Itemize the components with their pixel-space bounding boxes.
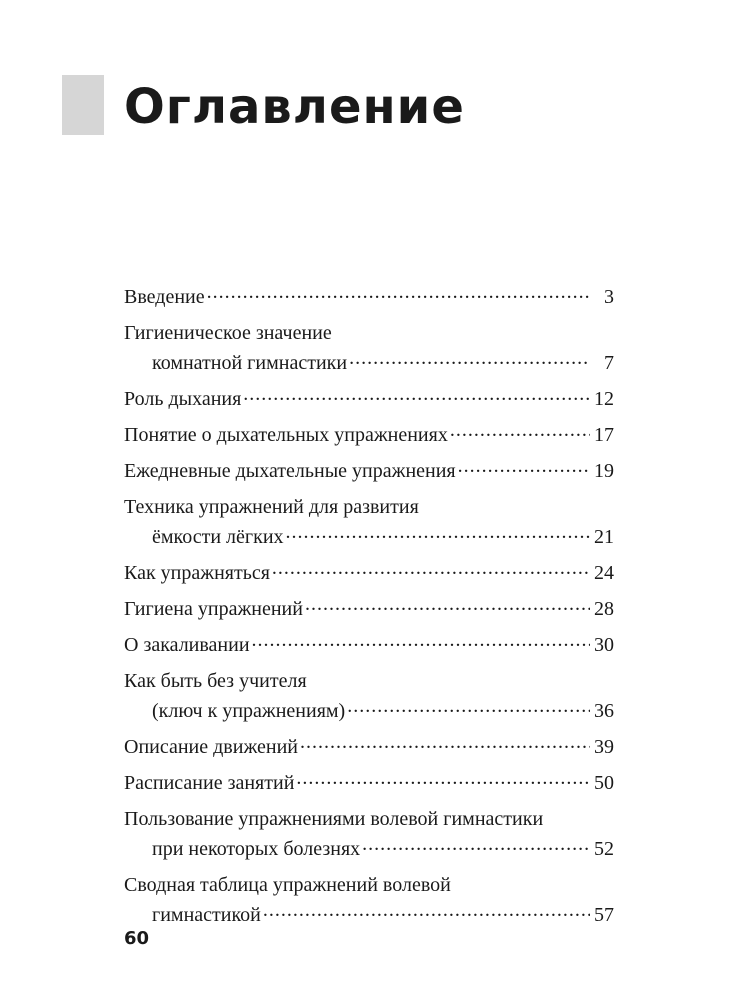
toc-entry bbox=[124, 282, 614, 312]
toc-entry bbox=[124, 594, 614, 624]
toc-entry-title: Понятие о дыхательных упражнениях bbox=[124, 424, 448, 446]
toc-entry-row bbox=[124, 456, 614, 486]
dot-leader bbox=[450, 421, 590, 441]
dot-leader bbox=[243, 385, 590, 405]
toc-entry-page: 28 bbox=[594, 598, 614, 620]
toc-entry-row bbox=[124, 348, 614, 378]
toc-entry-page: 3 bbox=[604, 286, 614, 308]
dot-leader bbox=[263, 901, 590, 921]
toc-entry bbox=[124, 804, 614, 864]
toc-entry-row bbox=[124, 282, 614, 312]
dot-leader bbox=[252, 631, 590, 651]
toc-entry-page: 50 bbox=[594, 772, 614, 794]
dot-leader bbox=[296, 769, 590, 789]
toc-entry-page: 19 bbox=[594, 460, 614, 482]
toc-entry-page: 21 bbox=[594, 526, 614, 548]
toc-entry-title: (ключ к упражнениям) bbox=[152, 700, 346, 722]
toc-entry-title: Описание движений bbox=[124, 736, 298, 758]
toc-entry bbox=[124, 732, 614, 762]
dot-leader bbox=[272, 559, 590, 579]
toc-entry-row bbox=[124, 768, 614, 798]
toc-entry-title: ёмкости лёгких bbox=[152, 526, 284, 548]
toc-entry-title: гимнастикой bbox=[152, 904, 261, 926]
toc-entry bbox=[124, 630, 614, 660]
toc-entry-row bbox=[124, 834, 614, 864]
toc-entry-row bbox=[124, 384, 614, 414]
toc-entry-title: Роль дыхания bbox=[124, 388, 242, 410]
dot-leader bbox=[349, 349, 590, 369]
toc-entry-page: 36 bbox=[594, 700, 614, 722]
toc-entry-title: при некоторых болезнях bbox=[152, 838, 361, 860]
toc-entry-title: комнатной гимнастики bbox=[152, 352, 348, 374]
toc-entry-row bbox=[124, 594, 614, 624]
dot-leader bbox=[207, 283, 590, 303]
toc-entry bbox=[124, 768, 614, 798]
toc-entry bbox=[124, 666, 614, 726]
toc-entry-title: Ежедневные дыхательные упражнения bbox=[124, 460, 456, 482]
toc-entry-title: Расписание занятий bbox=[124, 772, 295, 794]
toc-entry-title-line: Как быть без учителя bbox=[124, 670, 307, 692]
toc-entry-page: 52 bbox=[594, 838, 614, 860]
toc-entry bbox=[124, 558, 614, 588]
dot-leader bbox=[300, 733, 590, 753]
toc-entry-title: Гигиена упражнений bbox=[124, 598, 303, 620]
toc-entry-title-line: Сводная таблица упражнений волевой bbox=[124, 874, 451, 896]
toc-entry-row bbox=[124, 732, 614, 762]
toc-entry bbox=[124, 456, 614, 486]
toc-entry-row bbox=[124, 630, 614, 660]
toc-entry-page: 7 bbox=[604, 352, 614, 374]
toc-entry bbox=[124, 384, 614, 414]
dot-leader bbox=[347, 697, 590, 717]
toc-entry-page: 30 bbox=[594, 634, 614, 656]
toc-entry-row bbox=[124, 900, 614, 930]
toc-entry-page: 12 bbox=[594, 388, 614, 410]
toc-entry bbox=[124, 870, 614, 930]
toc-entry bbox=[124, 420, 614, 450]
dot-leader bbox=[305, 595, 590, 615]
page-number: 60 bbox=[124, 928, 150, 949]
dot-leader bbox=[458, 457, 590, 477]
toc-entry bbox=[124, 318, 614, 378]
toc-entry-page: 39 bbox=[594, 736, 614, 758]
toc-entry bbox=[124, 492, 614, 552]
toc-entry-title: Как упражняться bbox=[124, 562, 270, 584]
toc-entry-title-line: Пользование упражнениями волевой гимнастики bbox=[124, 808, 544, 830]
toc-entry-page: 17 bbox=[594, 424, 614, 446]
title-accent-block bbox=[62, 75, 104, 135]
toc-entry-title: О закаливании bbox=[124, 634, 250, 656]
toc-entry-row bbox=[124, 558, 614, 588]
toc-entry-title: Введение bbox=[124, 286, 205, 308]
toc-entry-row bbox=[124, 420, 614, 450]
dot-leader bbox=[286, 523, 590, 543]
toc-entry-row bbox=[124, 696, 614, 726]
page-title: Оглавление bbox=[124, 79, 465, 135]
toc-entry-title-line: Гигиеническое значение bbox=[124, 322, 332, 344]
toc-entry-title-line: Техника упражнений для развития bbox=[124, 496, 419, 518]
dot-leader bbox=[362, 835, 590, 855]
toc-entry-row bbox=[124, 522, 614, 552]
toc-entry-page: 57 bbox=[594, 904, 614, 926]
table-of-contents bbox=[124, 282, 614, 936]
toc-entry-page: 24 bbox=[594, 562, 614, 584]
